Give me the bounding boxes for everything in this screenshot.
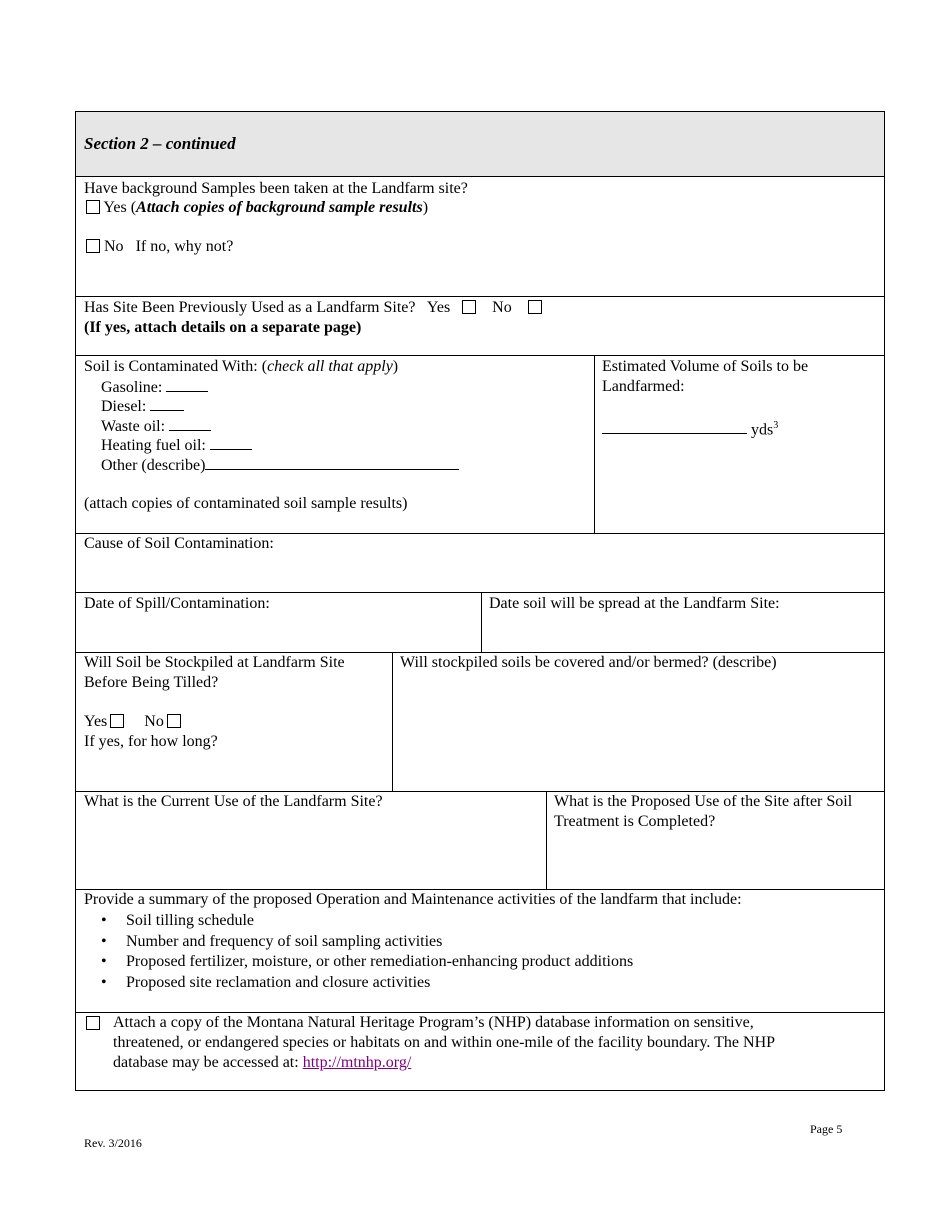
background-attach-note: Attach copies of background sample results <box>136 199 423 216</box>
background-no-option <box>86 237 233 257</box>
previous-use-yes-checkbox[interactable] <box>462 300 476 314</box>
nhp-line1: Attach a copy of the Montana Natural Heritage Program’s (NHP) database information on sensitive, <box>113 1014 754 1031</box>
nhp-line2: threatened, or endangered species or habitats on and within one-mile of the facility boundary. The NHP <box>113 1034 776 1051</box>
volume-label-line2: Landfarmed: <box>602 378 685 395</box>
divider <box>546 791 547 889</box>
previous-use-row <box>84 298 542 318</box>
stockpile-question-line1: Will Soil be Stockpiled at Landfarm Site <box>84 654 345 671</box>
background-yes-option: Yes (Attach copies of background sample results) <box>86 198 428 218</box>
list-item: • Proposed site reclamation and closure activities <box>84 973 633 994</box>
om-summary-intro: Provide a summary of the proposed Operation and Maintenance activities of the landfarm that include: <box>84 891 742 908</box>
stockpile-no-checkbox[interactable] <box>167 714 181 728</box>
contaminant-diesel: Diesel: <box>101 396 184 417</box>
revision-label: Rev. 3/2016 <box>84 1136 142 1150</box>
current-use-label: What is the Current Use of the Landfarm Site? <box>84 793 383 810</box>
background-no-label: No <box>104 238 124 255</box>
list-item: • Number and frequency of soil sampling activities <box>84 932 633 953</box>
stockpile-followup: If yes, for how long? <box>84 733 218 750</box>
volume-label-line1: Estimated Volume of Soils to be <box>602 358 809 375</box>
volume-entry: yds$^3$ <box>602 416 778 440</box>
contaminant-waste-oil: Waste oil: <box>101 416 211 437</box>
divider <box>392 652 393 791</box>
divider <box>76 296 884 297</box>
contaminant-other: Other (describe) <box>101 455 459 476</box>
other-describe-blank[interactable] <box>205 455 459 470</box>
proposed-use-line2: Treatment is Completed? <box>554 813 716 830</box>
section-header <box>76 112 884 177</box>
spill-date-label: Date of Spill/Contamination: <box>84 595 270 612</box>
contaminant-gasoline: Gasoline: <box>101 377 208 398</box>
spread-date-label: Date soil will be spread at the Landfarm Site: <box>489 595 780 612</box>
previous-use-note: (If yes, attach details on a separate page) <box>84 319 362 336</box>
previous-use-yes-label: Yes <box>426 299 451 316</box>
stockpile-yes-checkbox[interactable] <box>110 714 124 728</box>
diesel-blank[interactable] <box>150 396 184 411</box>
background-yes-checkbox[interactable] <box>86 200 100 214</box>
divider <box>594 355 595 533</box>
volume-unit: yds <box>751 421 774 439</box>
section-title: Section 2 – continued <box>84 134 236 153</box>
form-section-2 <box>75 111 885 1091</box>
background-no-checkbox[interactable] <box>86 239 100 253</box>
heating-fuel-oil-blank[interactable] <box>210 435 252 450</box>
previous-use-question: Has Site Been Previously Used as a Landfarm Site? <box>84 299 416 316</box>
om-summary-list <box>84 911 633 993</box>
previous-use-no-checkbox[interactable] <box>528 300 542 314</box>
list-item: • Soil tilling schedule <box>84 911 633 932</box>
nhp-attach-checkbox[interactable] <box>86 1016 100 1030</box>
divider <box>481 592 482 652</box>
gasoline-blank[interactable] <box>166 377 208 392</box>
contaminant-heating-fuel-oil: Heating fuel oil: <box>101 435 252 456</box>
nhp-database-link[interactable]: http://mtnhp.org/ <box>302 1054 412 1071</box>
contamination-heading: Soil is Contaminated With: (check all that apply) <box>84 358 399 375</box>
nhp-line3: database may be accessed at: http://mtnhp.org/ <box>113 1054 412 1071</box>
divider <box>76 592 884 593</box>
previous-use-no-label: No <box>492 299 512 316</box>
proposed-use-line1: What is the Proposed Use of the Site after Soil <box>554 793 853 810</box>
background-samples-question: Have background Samples been taken at the Landfarm site? <box>84 180 468 197</box>
list-item: • Proposed fertilizer, moisture, or other remediation-enhancing product additions <box>84 952 633 973</box>
cause-label: Cause of Soil Contamination: <box>84 535 274 552</box>
divider <box>76 355 884 356</box>
stockpile-question-line2: Before Being Tilled? <box>84 674 219 691</box>
waste-oil-blank[interactable] <box>169 416 211 431</box>
stockpile-options: Yes No <box>84 712 181 732</box>
contamination-attach-note: (attach copies of contaminated soil sample results) <box>84 495 408 512</box>
volume-blank[interactable] <box>602 419 747 434</box>
background-no-followup: If no, why not? <box>135 238 234 255</box>
page-number: Page 5 <box>810 1122 843 1136</box>
stockpile-covered-label: Will stockpiled soils be covered and/or bermed? (describe) <box>400 654 777 671</box>
